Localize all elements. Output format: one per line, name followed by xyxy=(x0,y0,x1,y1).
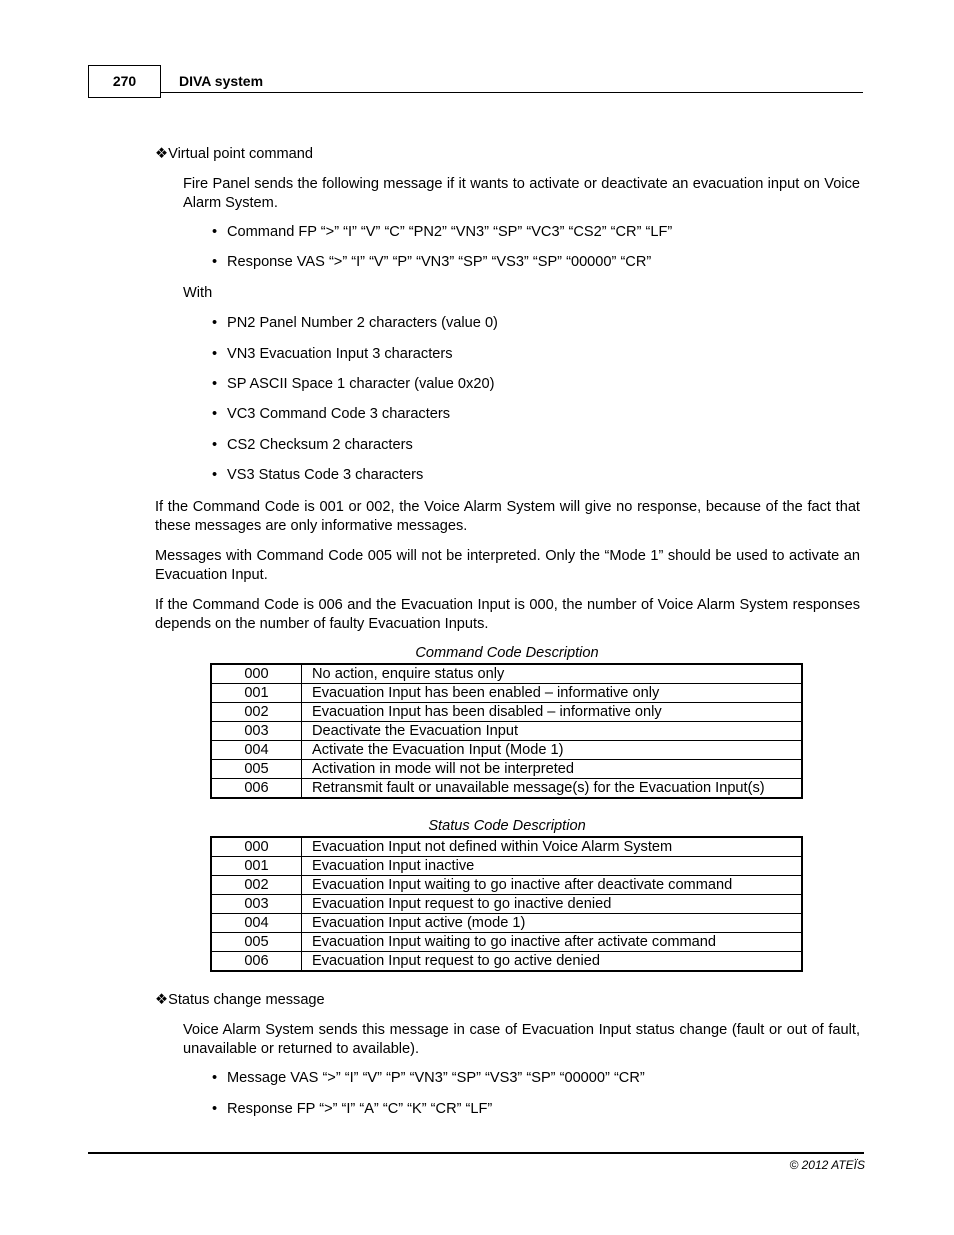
description-cell: Evacuation Input request to go inactive denied xyxy=(302,895,803,914)
table-row xyxy=(211,837,802,857)
description-cell: Evacuation Input has been disabled – informative only xyxy=(302,703,803,722)
copyright: © 2012 ATEÏS xyxy=(789,1158,865,1172)
table-row xyxy=(211,779,802,799)
header-rule xyxy=(161,92,863,93)
table-row xyxy=(211,722,802,741)
description-cell: Evacuation Input has been enabled – informative only xyxy=(302,684,803,703)
code-cell: 003 xyxy=(211,895,302,914)
code-cell: 006 xyxy=(211,779,302,799)
definition-item: • SP ASCII Space 1 character (value 0x20) xyxy=(227,376,494,392)
table-row xyxy=(211,664,802,684)
definition-item: • VC3 Command Code 3 characters xyxy=(227,406,450,422)
table-row xyxy=(211,914,802,933)
section-heading-virtual-point xyxy=(155,145,313,162)
footer-rule xyxy=(88,1152,864,1154)
message-item: • Message VAS “>” “I” “V” “P” “VN3” “SP” “VS3” “SP” “00000” “CR” xyxy=(227,1070,645,1086)
description-cell: No action, enquire status only xyxy=(302,664,803,684)
code-cell: 000 xyxy=(211,837,302,857)
section-heading-text: Virtual point command xyxy=(168,146,314,162)
description-cell: Activate the Evacuation Input (Mode 1) xyxy=(302,741,803,760)
description-cell: Evacuation Input inactive xyxy=(302,857,803,876)
description-cell: Evacuation Input request to go active denied xyxy=(302,952,803,972)
definition-item: • VS3 Status Code 3 characters xyxy=(227,467,423,483)
status-code-table xyxy=(210,836,803,972)
code-cell: 005 xyxy=(211,933,302,952)
code-cell: 004 xyxy=(211,741,302,760)
command-code-table xyxy=(210,663,803,799)
code-cell: 006 xyxy=(211,952,302,972)
status-intro-paragraph: Voice Alarm System sends this message in case of Evacuation Input status change (fault or out of fault, unavailable or returned to available). xyxy=(183,1022,860,1057)
section-heading-text: Status change message xyxy=(168,992,325,1008)
note-paragraph: If the Command Code is 006 and the Evacuation Input is 000, the number of Voice Alarm System responses depends on the number of faulty Evacuation Inputs. xyxy=(155,597,860,632)
table-row xyxy=(211,703,802,722)
table-row xyxy=(211,895,802,914)
table-row xyxy=(211,876,802,895)
definition-item: • PN2 Panel Number 2 characters (value 0) xyxy=(227,315,498,331)
table-row xyxy=(211,857,802,876)
response-item: • Response VAS “>” “I” “V” “P” “VN3” “SP” “VS3” “SP” “00000” “CR” xyxy=(227,254,651,270)
code-cell: 003 xyxy=(211,722,302,741)
diamond-bullet-icon: ❖ xyxy=(155,992,169,1008)
table-row xyxy=(211,684,802,703)
page-number: 270 xyxy=(88,65,161,98)
description-cell: Retransmit fault or unavailable message(s) for the Evacuation Input(s) xyxy=(302,779,803,799)
code-cell: 001 xyxy=(211,857,302,876)
code-cell: 000 xyxy=(211,664,302,684)
response-item: • Response FP “>” “I” “A” “C” “K” “CR” “LF” xyxy=(227,1101,492,1117)
diamond-bullet-icon: ❖ xyxy=(155,146,169,162)
with-label: With xyxy=(183,285,213,301)
status-table-caption: Status Code Description xyxy=(428,818,586,834)
description-cell: Activation in mode will not be interpreted xyxy=(302,760,803,779)
command-item: • Command FP “>” “I” “V” “C” “PN2” “VN3” “SP” “VC3” “CS2” “CR” “LF” xyxy=(227,224,672,240)
description-cell: Evacuation Input not defined within Voice Alarm System xyxy=(302,837,803,857)
document-title: DIVA system xyxy=(179,73,264,89)
note-paragraph: Messages with Command Code 005 will not be interpreted. Only the “Mode 1” should be used to activate an Evacuation Input. xyxy=(155,548,860,583)
section-heading-status-change xyxy=(155,991,325,1008)
code-cell: 001 xyxy=(211,684,302,703)
code-cell: 002 xyxy=(211,703,302,722)
table-row xyxy=(211,741,802,760)
description-cell: Evacuation Input active (mode 1) xyxy=(302,914,803,933)
code-cell: 005 xyxy=(211,760,302,779)
command-table-caption: Command Code Description xyxy=(415,645,599,661)
description-cell: Evacuation Input waiting to go inactive after activate command xyxy=(302,933,803,952)
intro-paragraph: Fire Panel sends the following message if it wants to activate or deactivate an evacuation input on Voice Alarm System. xyxy=(183,176,860,211)
code-cell: 002 xyxy=(211,876,302,895)
table-row xyxy=(211,952,802,972)
note-paragraph: If the Command Code is 001 or 002, the Voice Alarm System will give no response, because of the fact that these messages are only informative messages. xyxy=(155,499,860,534)
description-cell: Deactivate the Evacuation Input xyxy=(302,722,803,741)
description-cell: Evacuation Input waiting to go inactive after deactivate command xyxy=(302,876,803,895)
table-row xyxy=(211,760,802,779)
code-cell: 004 xyxy=(211,914,302,933)
definition-item: • VN3 Evacuation Input 3 characters xyxy=(227,346,453,362)
definition-item: • CS2 Checksum 2 characters xyxy=(227,437,413,453)
table-row xyxy=(211,933,802,952)
